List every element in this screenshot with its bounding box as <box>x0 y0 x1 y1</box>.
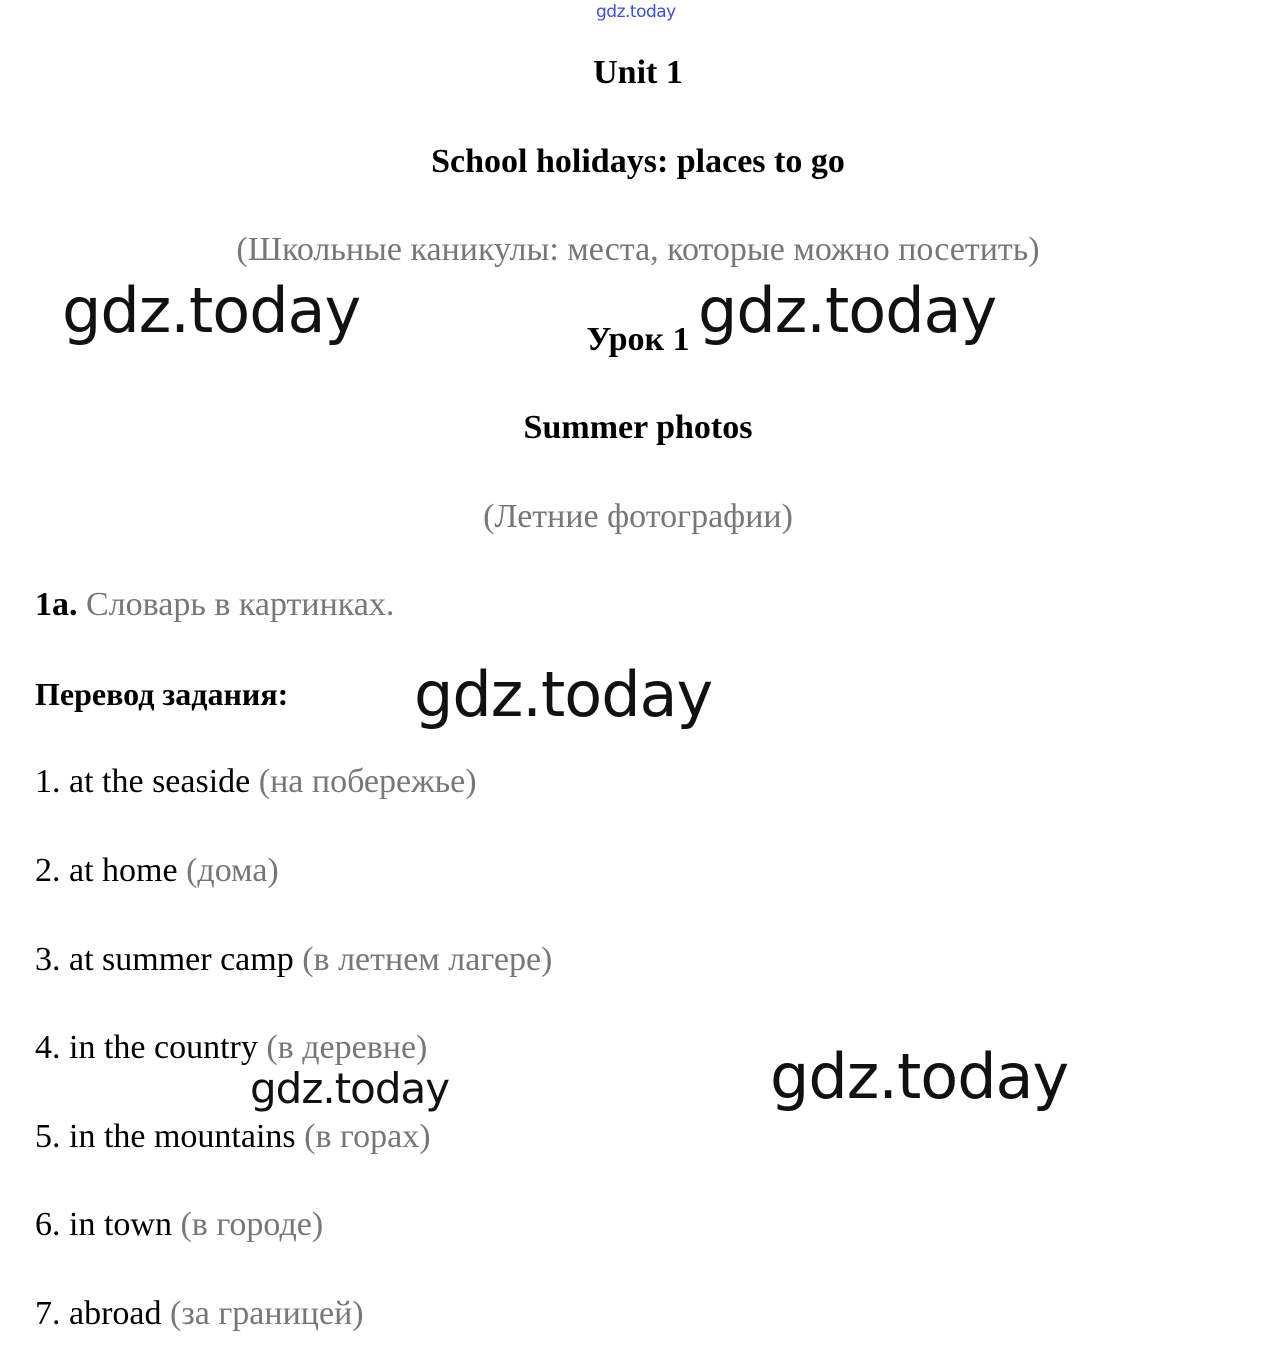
item-translation: (в городе) <box>180 1206 324 1243</box>
list-item <box>35 1206 323 1244</box>
list-item <box>35 1295 364 1333</box>
item-translation: (на побережье) <box>258 763 477 800</box>
unit-subtitle-translation: (Школьные каникулы: места, которые можно посетить) <box>236 231 1040 268</box>
item-translation: (за границей) <box>170 1295 364 1332</box>
item-text: 4. in the country <box>35 1029 258 1066</box>
lesson-subtitle-translation: (Летние фотографии) <box>483 498 793 535</box>
watermark: gdz.today <box>62 274 361 347</box>
item-translation: (дома) <box>186 852 279 889</box>
translation-heading: Перевод задания: <box>35 676 289 712</box>
lesson-title: Урок 1 <box>586 321 690 358</box>
list-item <box>35 941 552 979</box>
item-text: 2. at home <box>35 852 178 889</box>
item-translation: (в деревне) <box>266 1029 428 1066</box>
item-translation: (в горах) <box>304 1118 431 1155</box>
exercise-number: 1a. <box>35 586 78 623</box>
list-item <box>35 1118 431 1156</box>
unit-subtitle: School holidays: places to go <box>431 143 845 180</box>
item-translation: (в летнем лагере) <box>302 941 553 978</box>
exercise-line <box>35 586 394 624</box>
watermark: gdz.today <box>414 658 713 731</box>
item-text: 1. at the seaside <box>35 763 251 800</box>
list-item <box>35 852 279 890</box>
list-item <box>35 763 477 801</box>
unit-title: Unit 1 <box>593 54 683 91</box>
item-text: 5. in the mountains <box>35 1118 296 1155</box>
top-watermark: gdz.today <box>596 2 676 22</box>
exercise-text: Словарь в картинках. <box>86 586 395 623</box>
item-text: 3. at summer camp <box>35 941 294 978</box>
watermark: gdz.today <box>770 1040 1069 1113</box>
item-text: 7. abroad <box>35 1295 162 1332</box>
lesson-subtitle: Summer photos <box>523 409 753 446</box>
watermark: gdz.today <box>698 274 997 347</box>
watermark: gdz.today <box>250 1064 450 1113</box>
list-item <box>35 1029 427 1067</box>
item-text: 6. in town <box>35 1206 172 1243</box>
